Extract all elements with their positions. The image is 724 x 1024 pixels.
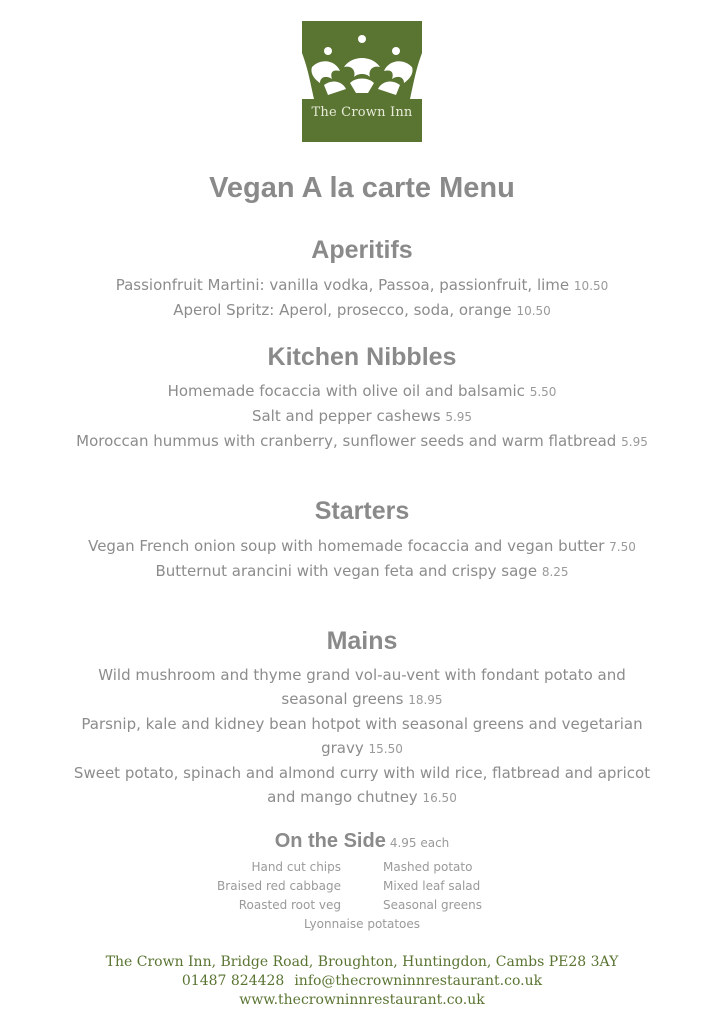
menu-item: Parsnip, kale and kidney bean hotpot with seasonal greens and vegetarian gravy 15.50: [81, 715, 643, 757]
menu-item: Homemade focaccia with olive oil and balsamic 5.50: [167, 382, 557, 400]
mains-list: [70, 663, 654, 810]
menu-item: Moroccan hummus with cranberry, sunflower seeds and warm flatbread 5.95: [76, 432, 648, 450]
side-item: Roasted root veg: [238, 898, 341, 912]
footer-address: The Crown Inn, Bridge Road, Broughton, Huntingdon, Cambs PE28 3AY: [105, 954, 619, 970]
menu-item: Aperol Spritz: Aperol, prosecco, soda, orange 10.50: [173, 301, 551, 319]
menu-item: Passionfruit Martini: vanilla vodka, Passoa, passionfruit, lime 10.50: [115, 276, 609, 294]
sides-price: 4.95 each: [389, 836, 450, 850]
menu-item: Sweet potato, spinach and almond curry with wild rice, flatbread and apricot and mango chutney 16.50: [73, 764, 651, 806]
menu-item: Wild mushroom and thyme grand vol-au-vent with fondant potato and seasonal greens 18.95: [98, 666, 626, 708]
footer-website[interactable]: www.thecrowninnrestaurant.co.uk: [239, 992, 485, 1008]
side-item: Mixed leaf salad: [383, 879, 481, 893]
side-item: Mashed potato: [383, 860, 473, 874]
logo-text: The Crown Inn: [311, 105, 413, 120]
nibbles-list: [70, 379, 654, 454]
side-item: Lyonnaise potatoes: [303, 917, 421, 931]
page-title: Vegan A la carte Menu: [209, 172, 515, 204]
starters-list: [70, 534, 654, 584]
menu-item: Butternut arancini with vegan feta and crispy sage 8.25: [155, 562, 569, 580]
section-title-sides: [0, 830, 724, 853]
footer: [0, 953, 724, 1010]
aperitifs-list: [70, 273, 654, 323]
section-title-starters: Starters: [314, 497, 410, 525]
side-item: Hand cut chips: [251, 860, 341, 874]
menu-item: Salt and pepper cashews 5.95: [251, 407, 473, 425]
side-item: Seasonal greens: [383, 898, 482, 912]
logo: [302, 21, 422, 142]
section-title-nibbles: Kitchen Nibbles: [267, 343, 457, 371]
crown-icon: [302, 21, 422, 142]
section-title-aperitifs: Aperitifs: [311, 236, 413, 264]
menu-item: Vegan French onion soup with homemade focaccia and vegan butter 7.50: [88, 537, 636, 555]
footer-email[interactable]: info@thecrowninnrestaurant.co.uk: [294, 973, 543, 989]
section-title-mains: Mains: [326, 627, 398, 655]
footer-phone: 01487 824428: [181, 973, 285, 989]
side-item: Braised red cabbage: [217, 879, 341, 893]
sides-title: On the Side: [274, 830, 386, 852]
